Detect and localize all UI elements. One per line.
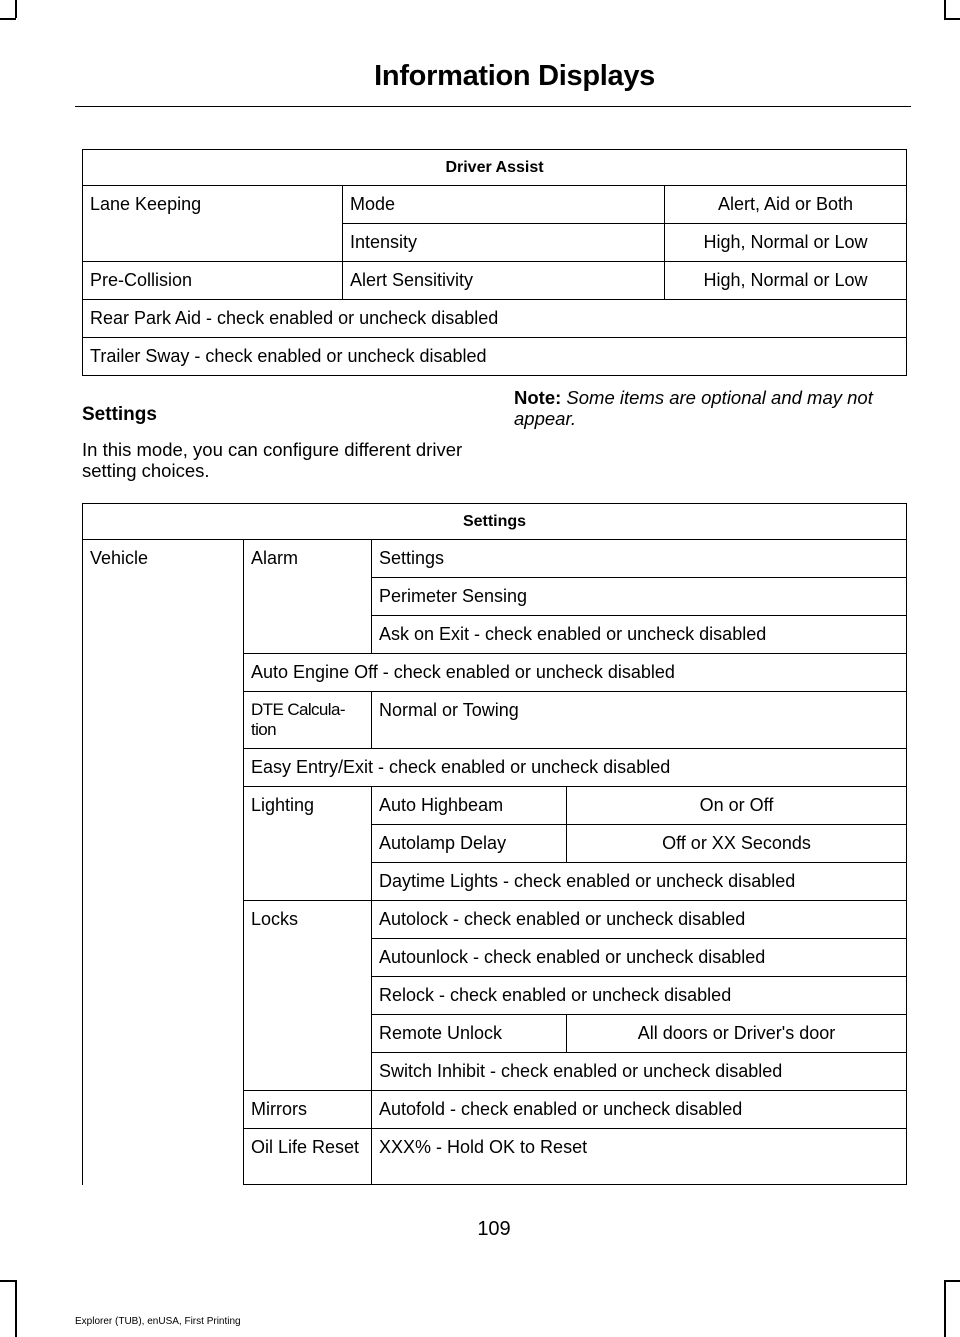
- crop-mark: [0, 1280, 16, 1282]
- alarm-settings: Settings: [372, 540, 907, 578]
- locks-label: Locks: [244, 901, 372, 1091]
- settings-table: [82, 503, 907, 1185]
- intensity-label: Intensity: [343, 224, 665, 262]
- crop-mark: [944, 1280, 946, 1337]
- auto-highbeam-label: Auto Highbeam: [372, 787, 567, 825]
- alert-sensitivity-value: High, Normal or Low: [665, 262, 907, 300]
- table-title: Driver Assist: [83, 150, 907, 186]
- alert-sensitivity-label: Alert Sensitivity: [343, 262, 665, 300]
- autofold: Autofold - check enabled or uncheck disabled: [372, 1091, 907, 1129]
- dte-value: Normal or Towing: [372, 692, 907, 749]
- lane-keeping-label: Lane Keeping: [83, 186, 343, 262]
- section-body: In this mode, you can configure different driver setting choices.: [82, 439, 463, 481]
- auto-highbeam-value: On or Off: [567, 787, 907, 825]
- perimeter-sensing: Perimeter Sensing: [372, 578, 907, 616]
- crop-mark: [0, 18, 16, 20]
- lighting-label: Lighting: [244, 787, 372, 901]
- remote-unlock-value: All doors or Driver's door: [567, 1015, 907, 1053]
- page-number: 109: [477, 1218, 511, 1240]
- easy-entry-exit: Easy Entry/Exit - check enabled or uncheck disabled: [244, 749, 907, 787]
- crop-mark: [15, 1280, 17, 1337]
- driver-assist-table: [82, 149, 907, 376]
- rear-park-aid-row: Rear Park Aid - check enabled or uncheck disabled: [83, 300, 907, 338]
- note-text: Some items are optional and may not appear.: [514, 387, 873, 429]
- mirrors-label: Mirrors: [244, 1091, 372, 1129]
- crop-mark: [15, 0, 17, 18]
- dte-calculation-label: DTE Calcula-tion: [244, 692, 372, 749]
- crop-mark: [944, 0, 946, 18]
- oil-life-reset-label: Oil Life Reset: [244, 1129, 372, 1185]
- note: [514, 387, 904, 429]
- oil-life-value: XXX% - Hold OK to Reset: [372, 1129, 907, 1185]
- switch-inhibit: Switch Inhibit - check enabled or uncheck disabled: [372, 1053, 907, 1091]
- intensity-value: High, Normal or Low: [665, 224, 907, 262]
- autolamp-delay-label: Autolamp Delay: [372, 825, 567, 863]
- autolamp-delay-value: Off or XX Seconds: [567, 825, 907, 863]
- remote-unlock-label: Remote Unlock: [372, 1015, 567, 1053]
- mode-value: Alert, Aid or Both: [665, 186, 907, 224]
- relock: Relock - check enabled or uncheck disabled: [372, 977, 907, 1015]
- section-heading: Settings: [82, 404, 157, 425]
- footer-text: Explorer (TUB), enUSA, First Printing: [75, 1316, 241, 1327]
- trailer-sway-row: Trailer Sway - check enabled or uncheck disabled: [83, 338, 907, 376]
- table-title: Settings: [83, 504, 907, 540]
- crop-mark: [944, 18, 960, 20]
- header-divider: [75, 106, 911, 107]
- ask-on-exit: Ask on Exit - check enabled or uncheck disabled: [372, 616, 907, 654]
- pre-collision-label: Pre-Collision: [83, 262, 343, 300]
- alarm-label: Alarm: [244, 540, 372, 654]
- crop-mark: [944, 1280, 960, 1282]
- page-title: Information Displays: [374, 60, 655, 92]
- note-label: Note:: [514, 387, 562, 408]
- auto-engine-off: Auto Engine Off - check enabled or uncheck disabled: [244, 654, 907, 692]
- vehicle-label: Vehicle: [83, 540, 244, 1185]
- autounlock: Autounlock - check enabled or uncheck disabled: [372, 939, 907, 977]
- mode-label: Mode: [343, 186, 665, 224]
- autolock: Autolock - check enabled or uncheck disabled: [372, 901, 907, 939]
- daytime-lights: Daytime Lights - check enabled or uncheck disabled: [372, 863, 907, 901]
